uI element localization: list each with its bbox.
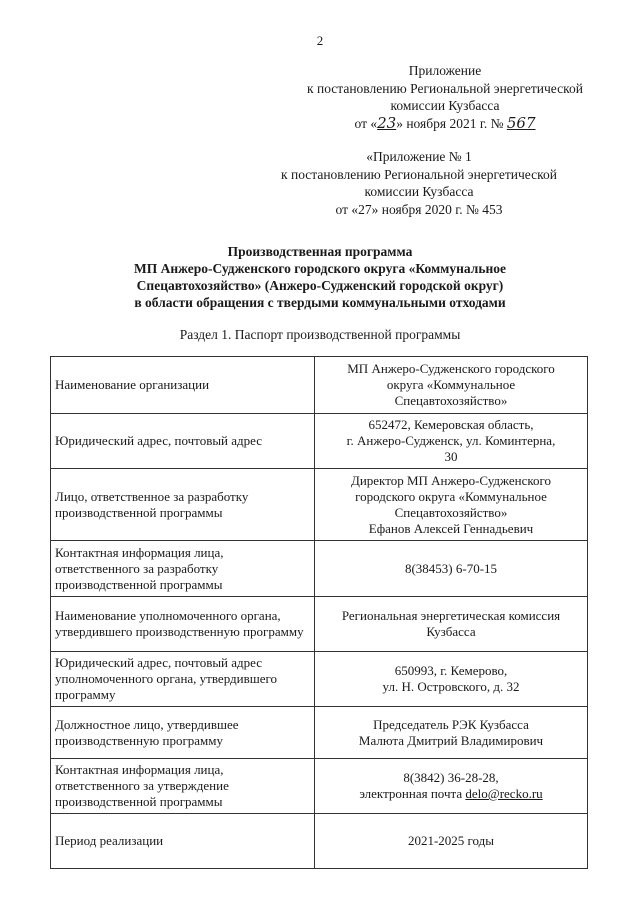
passport-table (50, 356, 588, 869)
table-row-organization (51, 357, 588, 414)
program-title-line-4: в области обращения с твердыми коммунальными отходами (134, 295, 506, 310)
original-appendix-title: «Приложение № 1 (366, 149, 472, 164)
original-appendix-commission-line: комиссии Кузбасса (364, 184, 474, 199)
section-title: Раздел 1. Паспорт производственной программы (179, 327, 461, 342)
row-value: Региональная энергетическая комиссия Кузбасса (315, 597, 588, 652)
row-value: Директор МП Анжеро-Судженского городского округа «Коммунальное Спецавтохозяйство» Ефанов Алексей Геннадьевич (315, 469, 588, 541)
row-label: Контактная информация лица, ответственного за утверждение производственной программы (51, 759, 315, 814)
row-label: Наименование организации (51, 357, 315, 414)
appendix-date-prefix: от « (354, 115, 378, 131)
table-row-authority-name (51, 597, 588, 652)
row-value: 652472, Кемеровская область, г. Анжеро-Судженск, ул. Коминтерна, 30 (315, 414, 588, 469)
program-title-line-1: Производственная программа (227, 244, 413, 259)
appendix-date-line (262, 115, 628, 133)
appendix-title: Приложение (408, 63, 482, 78)
row-value: 8(3842) 36-28-28, электронная почта delo@recko.ru (315, 759, 588, 814)
original-appendix-header (236, 148, 602, 218)
table-row-authority-address (51, 652, 588, 707)
table-row-responsible-person (51, 469, 588, 541)
table-row-legal-address (51, 414, 588, 469)
row-label: Контактная информация лица, ответственного за разработку производственной программы (51, 541, 315, 597)
row-label: Наименование уполномоченного органа, утвердившего производственную программу (51, 597, 315, 652)
table-row-developer-contact (51, 541, 588, 597)
row-label: Лицо, ответственное за разработку производственной программы (51, 469, 315, 541)
program-title (60, 243, 580, 311)
row-value: МП Анжеро-Судженского городского округа «Коммунальное Спецавтохозяйство» (315, 357, 588, 414)
row-label: Должностное лицо, утвердившее производственную программу (51, 707, 315, 759)
row-value: 8(38453) 6-70-15 (315, 541, 588, 597)
table-row-implementation-period (51, 814, 588, 869)
row-label: Период реализации (51, 814, 315, 869)
handwritten-number: 567 (506, 113, 536, 132)
row-value: 650993, г. Кемерово, ул. Н. Островского, д. 32 (315, 652, 588, 707)
email-link[interactable]: delo@recko.ru (465, 786, 543, 801)
email-prefix: электронная почта (359, 786, 463, 801)
appendix-commission-line: комиссии Кузбасса (390, 98, 500, 113)
row-label: Юридический адрес, почтовый адрес уполномоченного органа, утвердившего программу (51, 652, 315, 707)
table-row-approving-official (51, 707, 588, 759)
row-value: 2021-2025 годы (315, 814, 588, 869)
appendix-decree-line: к постановлению Региональной энергетической (307, 80, 583, 96)
row-label: Юридический адрес, почтовый адрес (51, 414, 315, 469)
row-value: Председатель РЭК Кузбасса Малюта Дмитрий Владимирович (315, 707, 588, 759)
original-appendix-decree-line: к постановлению Региональной энергетической (281, 166, 557, 182)
original-appendix-date-line: от «27» ноября 2020 г. № 453 (335, 201, 503, 217)
appendix-date-middle: » ноября 2021 г. № (396, 115, 504, 131)
handwritten-day: 23 (377, 113, 397, 132)
table-row-approver-contact (51, 759, 588, 814)
page-number: 2 (316, 33, 324, 48)
program-title-line-3: Спецавтохозяйство» (Анжеро-Судженский городской округ) (136, 278, 504, 293)
appendix-header (262, 62, 628, 132)
program-title-line-2: МП Анжеро-Судженского городского округа «Коммунальное (133, 261, 507, 276)
